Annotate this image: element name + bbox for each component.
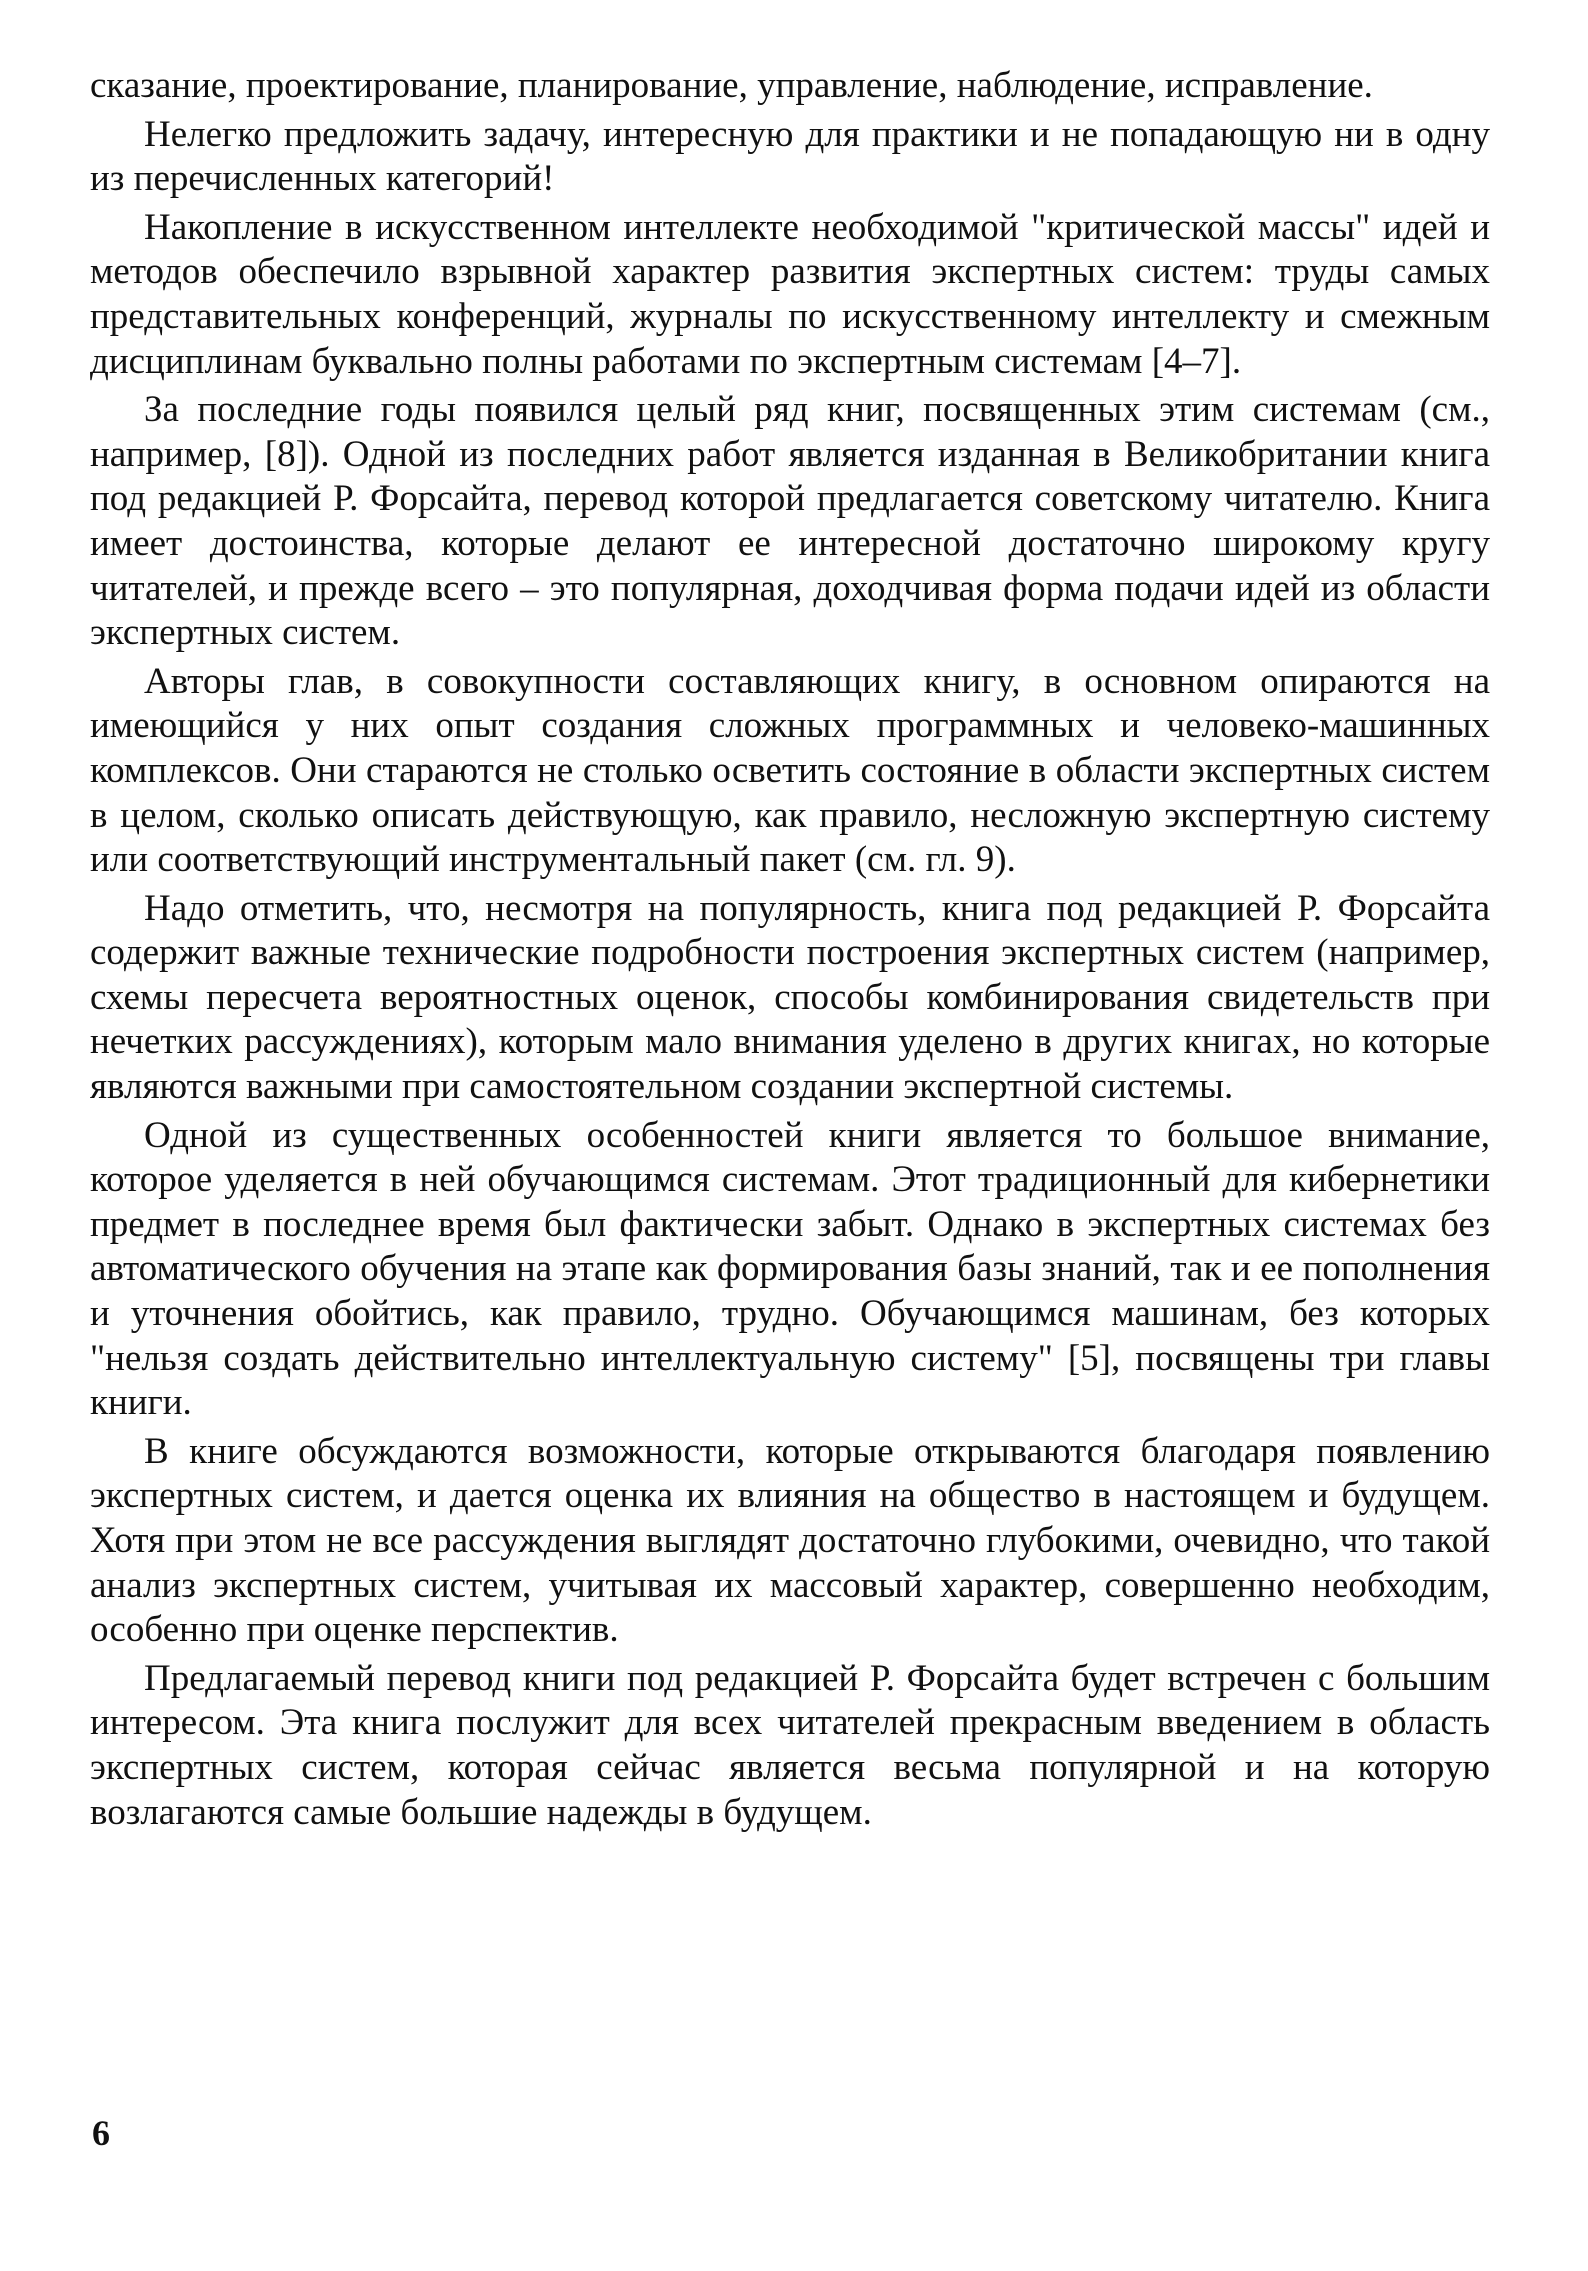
- paragraph: Нелегко предложить задачу, интересную для практики и не попадающую ни в одну из перечисленных категорий!: [90, 113, 1490, 200]
- paragraph-continuation: сказание, проектирование, планирование, управление, наблюдение, исправление.: [90, 65, 1373, 106]
- paragraph: Одной из существенных особенностей книги является то большое внимание, которое уделяется в ней обучающимся системам. Этот традиционный для кибернетики предмет в последнее время был фактически забыт. Однако в экспертных системах без автоматического обучения на этапе как формирования базы знаний, так и ее пополнения и уточнения обойтись, как правило, трудно. Обучающимся машинам, без которых "нельзя создать действительно интеллектуальную систему" [5], посвящены три главы книги.: [90, 1114, 1490, 1424]
- page-number: 6: [92, 2113, 110, 2153]
- paragraph: В книге обсуждаются возможности, которые открываются благодаря появлению экспертных систем, и дается оценка их влияния на общество в настоящем и будущем. Хотя при этом не все рассуждения выглядят достаточно глубокими, очевидно, что такой анализ экспертных систем, учитывая их массовый характер, совершенно необходим, особенно при оценке перспектив.: [90, 1430, 1490, 1651]
- paragraph: За последние годы появился целый ряд книг, посвященных этим системам (см., например, [8]). Одной из последних работ является изданная в Великобритании книга под редакцией Р. Форсайта, перевод которой предлагается советскому читателю. Книга имеет достоинства, которые делают ее интересной достаточно широкому кругу читателей, и прежде всего – это популярная, доходчивая форма подачи идей из области экспертных систем.: [90, 389, 1490, 654]
- paragraph: Авторы глав, в совокупности составляющих книгу, в основном опираются на имеющийся у них опыт создания сложных программных и человеко-машинных комплексов. Они стараются не столько осветить состояние в области экспертных систем в целом, сколько описать действующую, как правило, несложную экспертную систему или соответствующий инструментальный пакет (см. гл. 9).: [90, 660, 1490, 881]
- paragraph: Накопление в искусственном интеллекте необходимой "критической массы" идей и методов обеспечило взрывной характер развития экспертных систем: труды самых представительных конференций, журналы по искусственному интеллекту и смежным дисциплинам буквально полны работами по экспертным системам [4–7].: [90, 206, 1490, 382]
- page-body: [90, 64, 1490, 1839]
- paragraph: Надо отметить, что, несмотря на популярность, книга под редакцией Р. Форсайта содержит важные технические подробности построения экспертных систем (например, схемы пересчета вероятностных оценок, способы комбинирования свидетельств при нечетких рассуждениях), которым мало внимания уделено в других книгах, но которые являются важными при самостоятельном создании экспертной системы.: [90, 887, 1490, 1108]
- paragraph: Предлагаемый перевод книги под редакцией Р. Форсайта будет встречен с большим интересом. Эта книга послужит для всех читателей прекрасным введением в область экспертных систем, которая сейчас является весьма популярной и на которую возлагаются самые большие надежды в будущем.: [90, 1657, 1490, 1833]
